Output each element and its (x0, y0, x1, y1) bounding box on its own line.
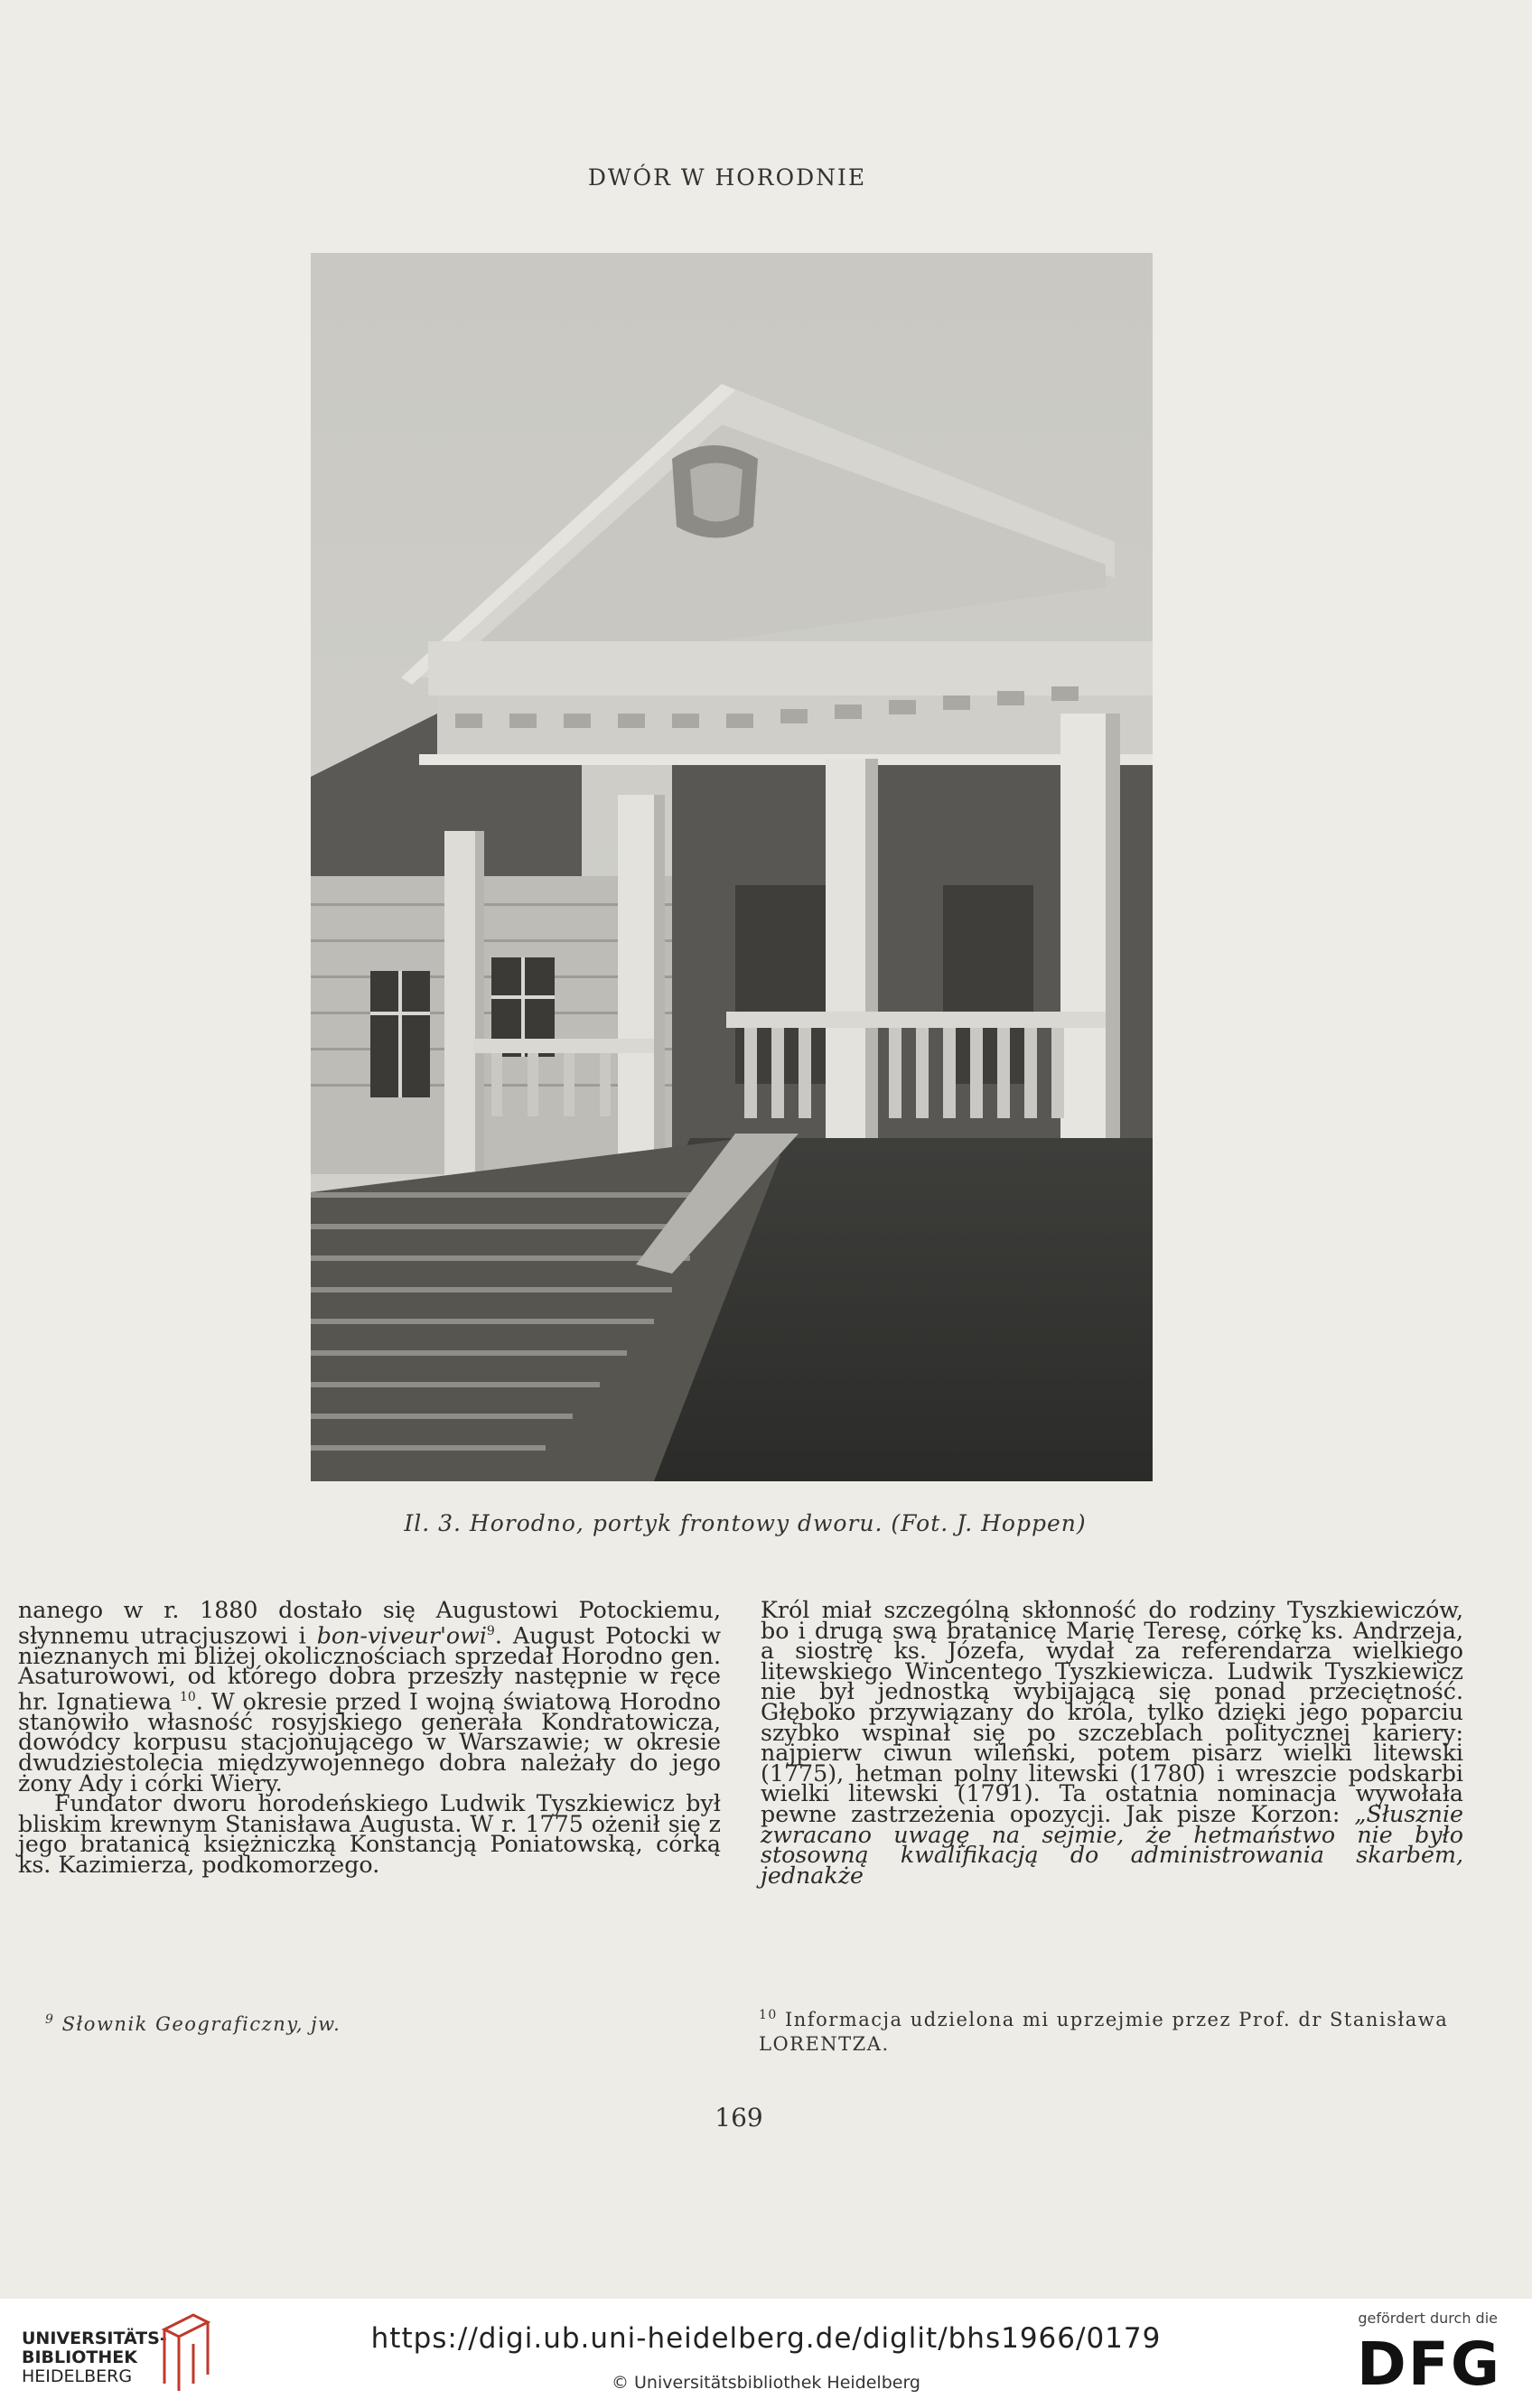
viewer-footer (0, 2299, 1532, 2408)
footnote-ref: 9 (486, 1623, 495, 1638)
paragraph: Fundator dworu horodeńskiego Ludwik Tyszkiewicz był bliskim krewnym Stanisława Augusta. W r. 1775 ożenił się z jego bratanicą księżniczką Konstancją Poniatowską, córką ks. Kazimierza, podkomorzego. (18, 1790, 721, 1878)
text-column-right (761, 1597, 1463, 1889)
page-number: 169 (715, 2103, 763, 2133)
text-column-left (18, 1597, 721, 1878)
paragraph: Król miał szczególną skłonność do rodziny Tyszkiewiczów, bo i drugą swą bratanicę Marię Teresę, córkę ks. Andrzeja, a siostrę ks. Józefa, wydał za referendarza wielkiego litewskiego Wincentego Tyszkiewicza. Ludwik Tyszkiewicz nie był jednostką wybijającą się ponad przeciętność. Głęboko przywiązany do króla, tylko dzięki jego poparciu szybko wspinał się po szczeblach politycznej kariery: najpierw ciwun wileński, potem pisarz wielki litewski (1775), hetman polny litewski (1780) i wreszcie podskarbi wielki litewski (1791). Ta ostatnia nominacja wywołała pewne zastrzeżenia opozycji. Jak pisze Korzon: „Słusznie zwracano uwagę na sejmie, że hetmaństwo nie było stosowną kwalifikacją do administrowania skarbem, jednakże (761, 1597, 1463, 1889)
library-logo: UNIVERSITÄTS- BIBLIOTHEK HEIDELBERG (22, 2329, 167, 2386)
dfg-logo: DFG (1356, 2329, 1501, 2399)
copyright-notice: © Universitätsbibliothek Heidelberg (611, 2373, 920, 2393)
permalink-url[interactable]: https://digi.ub.uni-heidelberg.de/diglit/bhs1966/0179 (370, 2322, 1162, 2355)
funded-by-label: gefördert durch die (1358, 2310, 1498, 2327)
footnote-9: $^9$ Słownik Geograficzny, jw. (45, 2012, 341, 2035)
running-header: DWÓR W HORODNIE (587, 164, 867, 191)
paragraph: nanego w r. 1880 dostało się Augustowi Potockiemu, słynnemu utracjuszowi i bon-viveur'owi$^9$. August Potocki w nieznanych mi bliżej okolicznościach sprzedał Horodno gen. Asaturowowi, od którego dobra przeszły następnie w ręce hr. Ignatiewa $^{10}$. W okresie przed I wojną światową Horodno stanowiło własność rosyjskiego generała Kondratowicza, dowódcy korpusu stacjonującego w Warszawie; w okresie dwudziestolecia międzywojennego dobra należały do jego żony Ady i córki Wiery. (18, 1597, 721, 1797)
portico-photograph (311, 253, 1153, 1481)
footnote-10: $^{10}$ Informacja udzielona mi uprzejmie przez Prof. dr Stanisława LORENTZA. (759, 2008, 1449, 2055)
footnote-ref: 10 (179, 1689, 196, 1704)
photo-caption: Il. 3. Horodno, portyk frontowy dworu. (Fot. J. Hoppen) (404, 1510, 1087, 1536)
